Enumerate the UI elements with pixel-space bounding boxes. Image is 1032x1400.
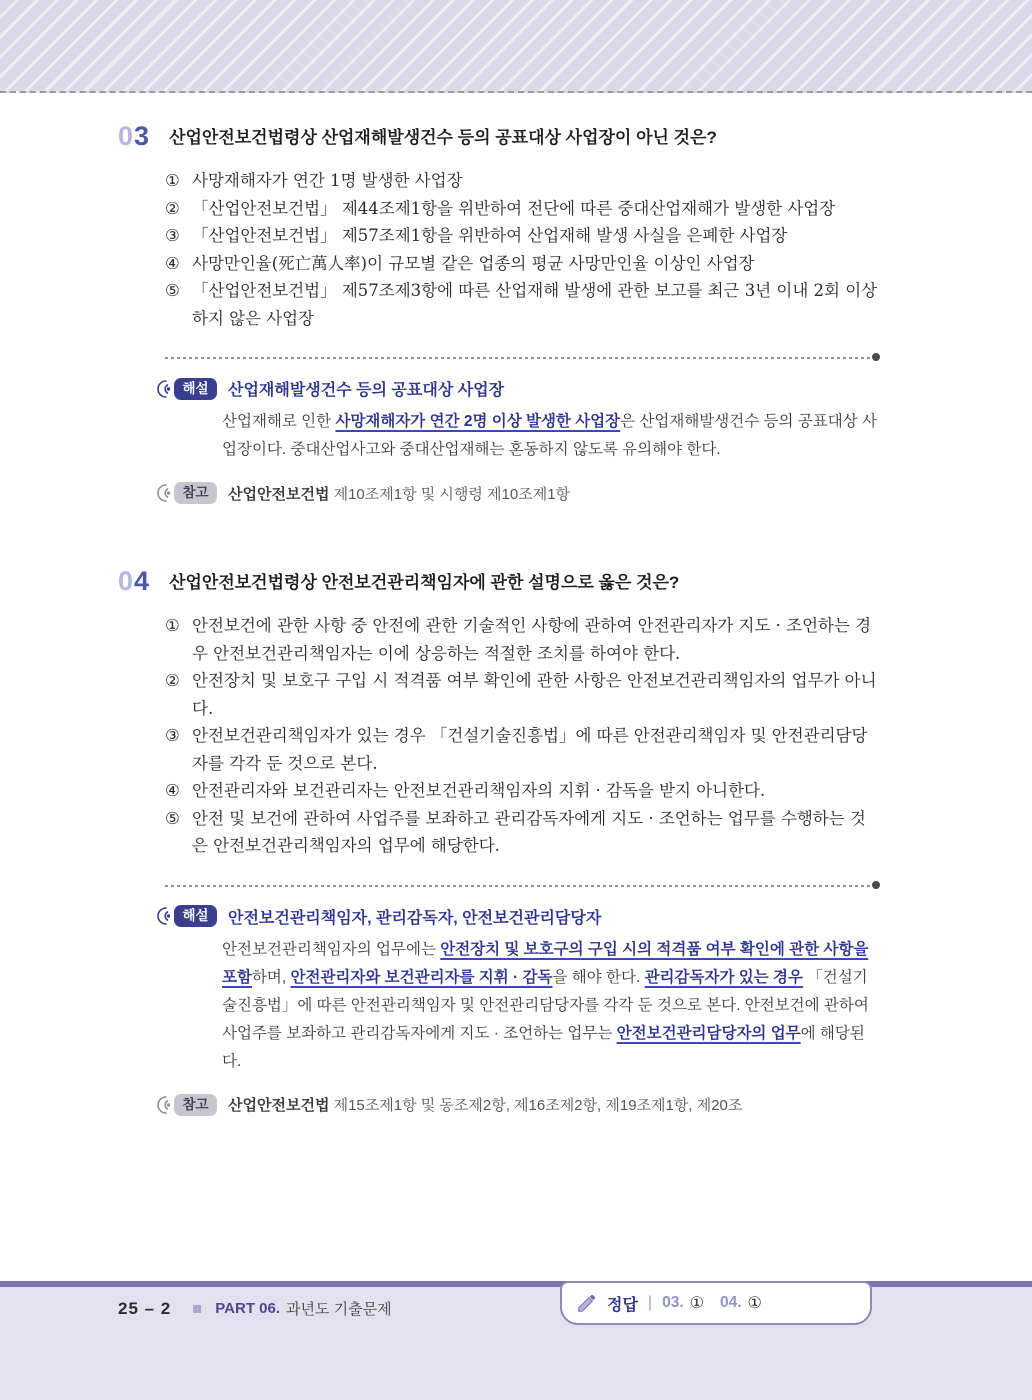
explain-emphasis: 사망재해자가 연간 2명 이상 발생한 사업장 xyxy=(335,413,621,430)
part-label: PART 06. xyxy=(215,1300,281,1317)
option-4 xyxy=(165,777,878,805)
explain-text: 하며, xyxy=(251,968,291,986)
question-03-number-zero: 0 xyxy=(118,121,135,151)
part-title: 과년도 기출문제 xyxy=(286,1301,392,1318)
question-04-title: 산업안전보건법령상 안전보건관리책임자에 관한 설명으로 옳은 것은? xyxy=(169,573,680,592)
option-5-number: ⑤ xyxy=(165,808,180,828)
divider-end-dot xyxy=(872,881,880,889)
question-03-number xyxy=(118,123,150,150)
answer-q03-number: 03. xyxy=(662,1294,684,1311)
question-03-options xyxy=(165,167,878,332)
option-3-text: 안전보건관리책임자가 있는 경우 「건설기술진흥법」에 따른 안전관리책임자 및 안전관리담당자를 각각 둔 것으로 본다. xyxy=(192,726,868,773)
pencil-icon xyxy=(576,1292,598,1314)
divider-end-dot xyxy=(872,353,880,361)
question-04-number-digit: 4 xyxy=(134,566,151,596)
question-04 xyxy=(118,568,878,1116)
reference-badge: 참고 xyxy=(174,482,217,504)
section-divider xyxy=(165,884,878,887)
explain-badge: 해설 xyxy=(174,905,217,927)
option-1 xyxy=(165,167,878,195)
question-04-head xyxy=(118,568,878,595)
explain-badge: 해설 xyxy=(174,378,217,400)
explanation-header xyxy=(156,377,878,400)
explain-title: 안전보건관리책임자, 관리감독자, 안전보건관리담당자 xyxy=(228,909,602,927)
option-5-text: 안전 및 보건에 관하여 사업주를 보좌하고 관리감독자에게 지도 · 조언하는 업무를 수행하는 것은 안전보건관리책임자의 업무에 해당한다. xyxy=(192,808,866,855)
option-1-text: 사망재해자가 연간 1명 발생한 사업장 xyxy=(192,171,463,190)
answer-box xyxy=(560,1281,872,1325)
question-03-number-digit: 3 xyxy=(134,121,151,151)
option-5 xyxy=(165,277,878,332)
answer-q04-number: 04. xyxy=(719,1294,742,1311)
explanation-header xyxy=(156,905,878,928)
question-04-number-zero: 0 xyxy=(118,566,135,596)
option-3 xyxy=(165,222,878,250)
option-5-number: ⑤ xyxy=(165,281,180,300)
reference-row xyxy=(156,1094,878,1116)
option-4-text: 안전관리자와 보건관리자는 안전보건관리책임자의 지휘 · 감독을 받지 아니한다. xyxy=(192,781,766,800)
header-stripe-band xyxy=(0,0,1032,93)
option-1-text: 안전보건에 관한 사항 중 안전에 관한 기술적인 사항에 관하여 안전관리자가 지도 · 조언하는 경우 안전보건관리책임자는 이에 상응하는 적절한 조치를 하여야 한다. xyxy=(192,616,872,663)
ripple-icon xyxy=(156,483,171,503)
option-1-number: ① xyxy=(165,171,180,190)
question-04-options xyxy=(165,612,878,860)
option-2-number: ② xyxy=(165,198,180,218)
question-03 xyxy=(118,123,878,504)
square-bullet-icon xyxy=(193,1305,201,1313)
reference-law-name: 산업안전보건법 xyxy=(228,485,330,503)
question-03-head xyxy=(118,123,878,150)
explain-emphasis: 관리감독자가 있는 경우 xyxy=(644,968,803,986)
question-03-title: 산업안전보건법령상 산업재해발생건수 등의 공표대상 사업장이 아닌 것은? xyxy=(169,128,717,147)
reference-row xyxy=(156,482,878,504)
ripple-icon xyxy=(156,379,171,399)
page-number: 25 – 2 xyxy=(118,1298,172,1318)
ripple-icon xyxy=(156,1095,171,1115)
option-1-number: ① xyxy=(165,616,180,635)
section-divider xyxy=(165,356,878,359)
explain-title: 산업재해발생건수 등의 공표대상 사업장 xyxy=(228,382,505,399)
option-4-number: ④ xyxy=(165,781,180,800)
answer-q04-value: ① xyxy=(747,1295,762,1312)
reference-articles: 제15조제1항 및 동조제2항, 제16조제2항, 제19조제1항, 제20조 xyxy=(329,1097,743,1114)
explain-text: 「건설기술진흥법」에 따른 안전관리책임자 및 안전관리담당자를 각각 둔 것으로 본다. 안전보건에 관하여 사업주를 보좌하고 관리감독자에게 지도 · 조언하는 업무는 xyxy=(222,968,869,1042)
explain-text: 산업재해로 인한 xyxy=(222,413,336,430)
option-4-number: ④ xyxy=(165,253,180,273)
explain-text: 을 해야 한다. xyxy=(552,968,645,986)
explain-text: 안전보건관리책임자의 업무에는 xyxy=(222,940,441,958)
ripple-icon xyxy=(156,906,171,926)
explain-emphasis: 안전보건관리담당자의 업무 xyxy=(616,1024,801,1042)
option-4 xyxy=(165,250,878,278)
option-3 xyxy=(165,722,878,777)
option-3-text: 「산업안전보건법」 제57조제1항을 위반하여 산업재해 발생 사실을 은폐한 사업장 xyxy=(192,226,788,245)
option-3-number: ③ xyxy=(165,726,180,745)
page-content xyxy=(0,93,1032,1116)
page-footer xyxy=(0,1281,1032,1400)
footer-meta xyxy=(118,1298,392,1319)
option-5 xyxy=(165,805,878,860)
explain-emphasis: 안전장치 및 보호구의 구입 시의 적격품 여부 확인에 관한 사항을 포함 xyxy=(222,940,869,986)
explain-text: 은 산업재해발생건수 등의 공표대상 사업장이다. 중대산업사고와 중대산업재해는 혼동하지 않도록 유의해야 한다. xyxy=(222,413,877,458)
option-5-text: 「산업안전보건법」 제57조제3항에 따른 산업재해 발생에 관한 보고를 최근 3년 이내 2회 이상 하지 않은 사업장 xyxy=(192,281,878,328)
answer-label: 정답 xyxy=(607,1296,638,1314)
reference-law-name: 산업안전보건법 xyxy=(228,1097,330,1114)
reference-text xyxy=(228,483,570,504)
explain-emphasis: 안전관리자와 보건관리자를 지휘 · 감독 xyxy=(290,968,553,986)
answer-q03-value: ① xyxy=(689,1295,704,1312)
option-3-number: ③ xyxy=(165,226,180,245)
explanation-body xyxy=(222,408,882,464)
option-2 xyxy=(165,195,878,223)
explain-text: 에 해당된다. xyxy=(222,1024,865,1070)
option-4-text: 사망만인율(死亡萬人率)이 규모별 같은 업종의 평균 사망만인율 이상인 사업장 xyxy=(192,253,755,273)
option-2 xyxy=(165,667,878,722)
reference-text xyxy=(228,1094,742,1115)
option-2-number: ② xyxy=(165,671,180,690)
question-04-number xyxy=(118,568,150,595)
option-2-text: 「산업안전보건법」 제44조제1항을 위반하여 전단에 따른 중대산업재해가 발생한 사업장 xyxy=(192,198,836,218)
option-1 xyxy=(165,612,878,667)
answer-separator: | xyxy=(647,1294,653,1311)
explanation-body xyxy=(222,936,882,1076)
reference-badge: 참고 xyxy=(174,1094,217,1116)
reference-articles: 제10조제1항 및 시행령 제10조제1항 xyxy=(329,485,571,503)
option-2-text: 안전장치 및 보호구 구입 시 적격품 여부 확인에 관한 사항은 안전보건관리책임자의 업무가 아니다. xyxy=(192,671,877,718)
